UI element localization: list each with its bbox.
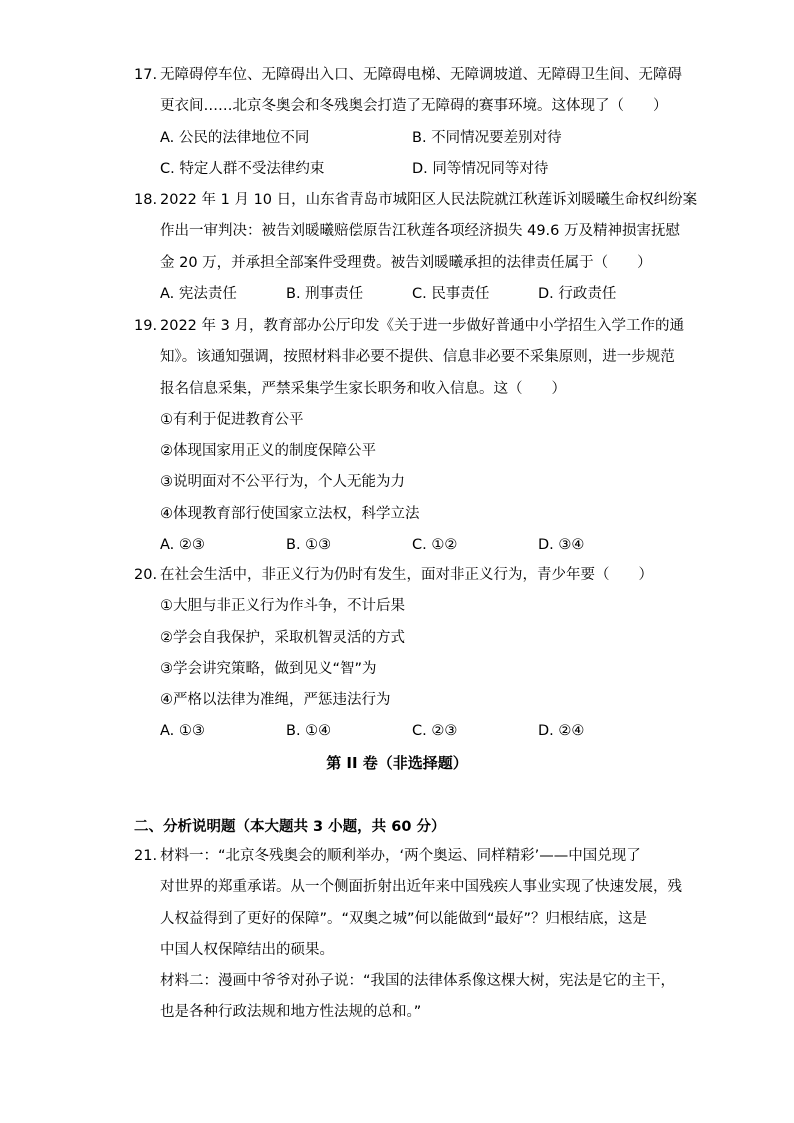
option-d: D. 行政责任: [538, 285, 617, 302]
options-row: [134, 154, 674, 185]
question-21: [134, 841, 682, 1029]
question-18: [134, 185, 698, 310]
question-text: 2022 年 3 月，教育部办公厅印发《关于进一步做好普通中小学招生入学工作的通: [160, 318, 684, 334]
option-d: D. ②④: [538, 723, 585, 740]
material-text: 中国人权保障结出的硕果。: [160, 941, 334, 958]
question-19: [134, 311, 684, 561]
statement-item: ①大胆与非正义行为作斗争，不计后果: [160, 598, 405, 615]
question-text: 更衣间……北京冬奥会和冬残奥会打造了无障碍的赛事环境。这体现了（ ）: [160, 98, 668, 115]
question-text: 知》。该通知强调，按照材料非必要不提供、信息非必要不采集原则，进一步规范: [160, 349, 675, 366]
statement-item: ③学会讲究策略，做到见义“智”为: [160, 660, 377, 677]
material-text: 对世界的郑重承诺。从一个侧面折射出近年来中国残疾人事业实现了快速发展，残: [160, 879, 682, 896]
option-d: D. ③④: [538, 537, 585, 554]
options-row: [134, 530, 674, 561]
question-text: 报名信息采集，严禁采集学生家长职务和收入信息。这（ ）: [160, 380, 566, 397]
option-a: A. ②③: [160, 537, 205, 554]
question-text: 金 20 万，并承担全部案件受理费。被告刘暖曦承担的法律责任属于（ ）: [160, 254, 652, 271]
material-text: 也是各种行政法规和地方性法规的总和。”: [160, 1004, 422, 1021]
question-number: 21.: [134, 848, 158, 864]
question-number: 20.: [134, 567, 158, 583]
question-number: 19.: [134, 318, 158, 334]
statement-item: ④严格以法律为准绳，严惩违法行为: [160, 692, 391, 709]
material-text: 人权益得到了更好的保障”。“双奥之城”何以能做到“最好”？归根结底，这是: [160, 910, 648, 927]
option-c: C. ②③: [412, 723, 458, 740]
material-text: 材料一：“北京冬残奥会的顺利举办，‘两个奥运、同样精彩’——中国兑现了: [160, 848, 641, 864]
question-number: 18.: [134, 192, 158, 208]
question-text: 无障碍停车位、无障碍出入口、无障碍电梯、无障调坡道、无障碍卫生间、无障碍: [160, 67, 682, 83]
section-heading: 二、分析说明题（本大题共 3 小题，共 60 分）: [134, 819, 446, 835]
option-b: B. 刑事责任: [286, 285, 364, 302]
statement-item: ④体现教育部行使国家立法权，科学立法: [160, 505, 420, 522]
part-title: 第 II 卷（非选择题）: [326, 754, 468, 772]
option-a: A. 公民的法律地位不同: [160, 129, 310, 146]
option-a: A. 宪法责任: [160, 285, 237, 302]
question-number: 17.: [134, 67, 158, 83]
option-b: B. ①③: [286, 537, 332, 554]
option-c: C. 民事责任: [412, 285, 490, 302]
statement-item: ③说明面对不公平行为，个人无能为力: [160, 474, 405, 491]
material-text: 材料二：漫画中爷爷对孙子说：“我国的法律体系像这棵大树，宪法是它的主干，: [160, 973, 676, 990]
question-text: 作出一审判决：被告刘暖曦赔偿原告江秋莲各项经济损失 49.6 万及精神损害抚慰: [160, 223, 681, 240]
statement-item: ②体现国家用正义的制度保障公平: [160, 443, 376, 460]
question-text: 在社会生活中，非正义行为仍时有发生，面对非正义行为，青少年要（ ）: [160, 567, 653, 583]
question-20: [134, 560, 674, 748]
option-b: B. ①④: [286, 723, 332, 740]
statement-item: ①有利于促进教育公平: [160, 411, 304, 428]
statement-item: ②学会自我保护，采取机智灵活的方式: [160, 629, 405, 646]
option-c: C. ①②: [412, 537, 458, 554]
options-row: [134, 279, 674, 310]
option-b: B. 不同情况要差别对待: [412, 129, 562, 146]
options-row: [134, 716, 674, 747]
question-text: 2022 年 1 月 10 日，山东省青岛市城阳区人民法院就江秋莲诉刘暖曦生命权纠纷案: [160, 192, 698, 208]
options-row: [134, 123, 674, 154]
option-a: A. ①③: [160, 723, 205, 740]
question-17: [134, 60, 682, 185]
option-d: D. 同等情况同等对待: [412, 160, 549, 177]
option-c: C. 特定人群不受法律约束: [160, 160, 325, 177]
